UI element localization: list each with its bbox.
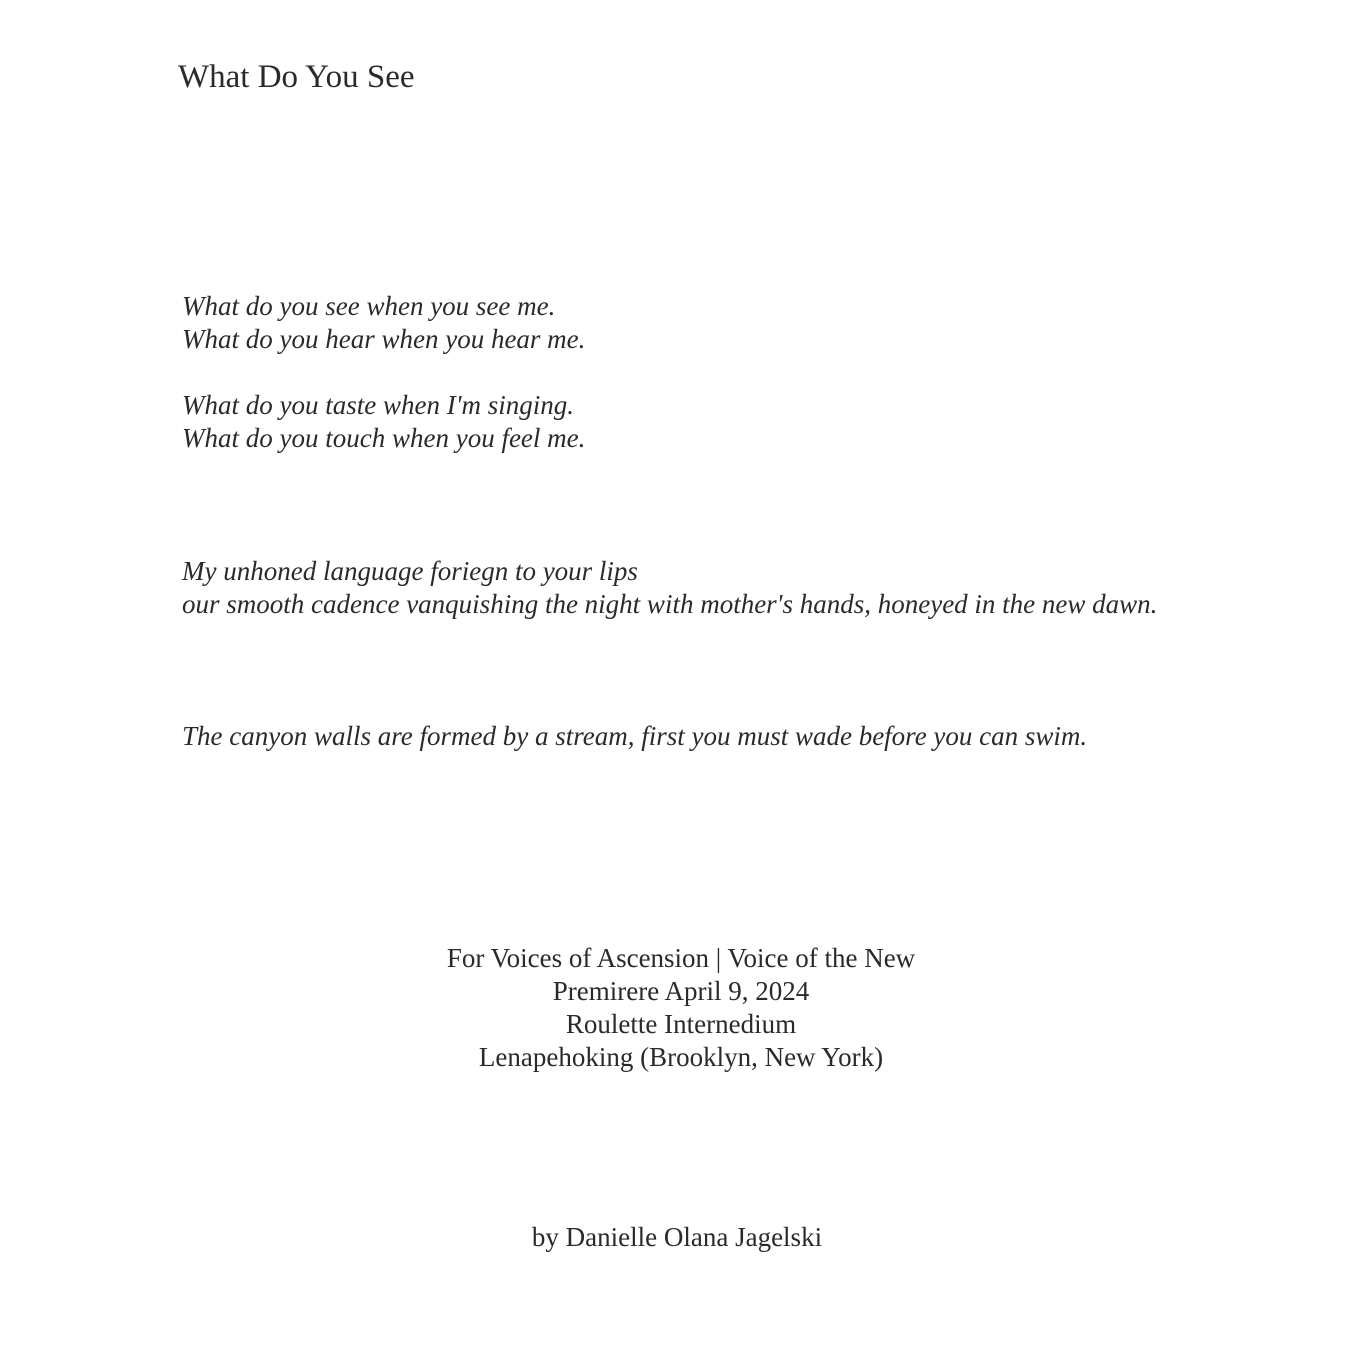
poem-line: What do you hear when you hear me. <box>182 324 586 354</box>
credit-line: For Voices of Ascension | Voice of the New <box>446 943 916 973</box>
poem-line: The canyon walls are formed by a stream, first you must wade before you can swim. <box>182 721 1088 751</box>
poem-line: My unhoned language foriegn to your lips <box>182 556 638 586</box>
credit-line: Premirere April 9, 2024 <box>552 976 810 1006</box>
credit-line: Roulette Internedium <box>565 1009 797 1039</box>
stanza-4 <box>182 720 1087 753</box>
stanza-1 <box>182 290 585 356</box>
stanza-3 <box>182 555 1157 621</box>
poem-line: What do you touch when you feel me. <box>182 423 586 453</box>
poem-line: What do you taste when I'm singing. <box>182 390 574 420</box>
stanza-2 <box>182 389 585 455</box>
poem-line: our smooth cadence vanquishing the night with mother's hands, honeyed in the new dawn. <box>182 589 1158 619</box>
page-title: What Do You See <box>178 59 415 95</box>
poem-line: What do you see when you see me. <box>182 291 556 321</box>
credit-line: Lenapehoking (Brooklyn, New York) <box>478 1042 884 1072</box>
author-byline: by Danielle Olana Jagelski <box>531 1222 823 1252</box>
premiere-credits <box>0 942 1358 1074</box>
